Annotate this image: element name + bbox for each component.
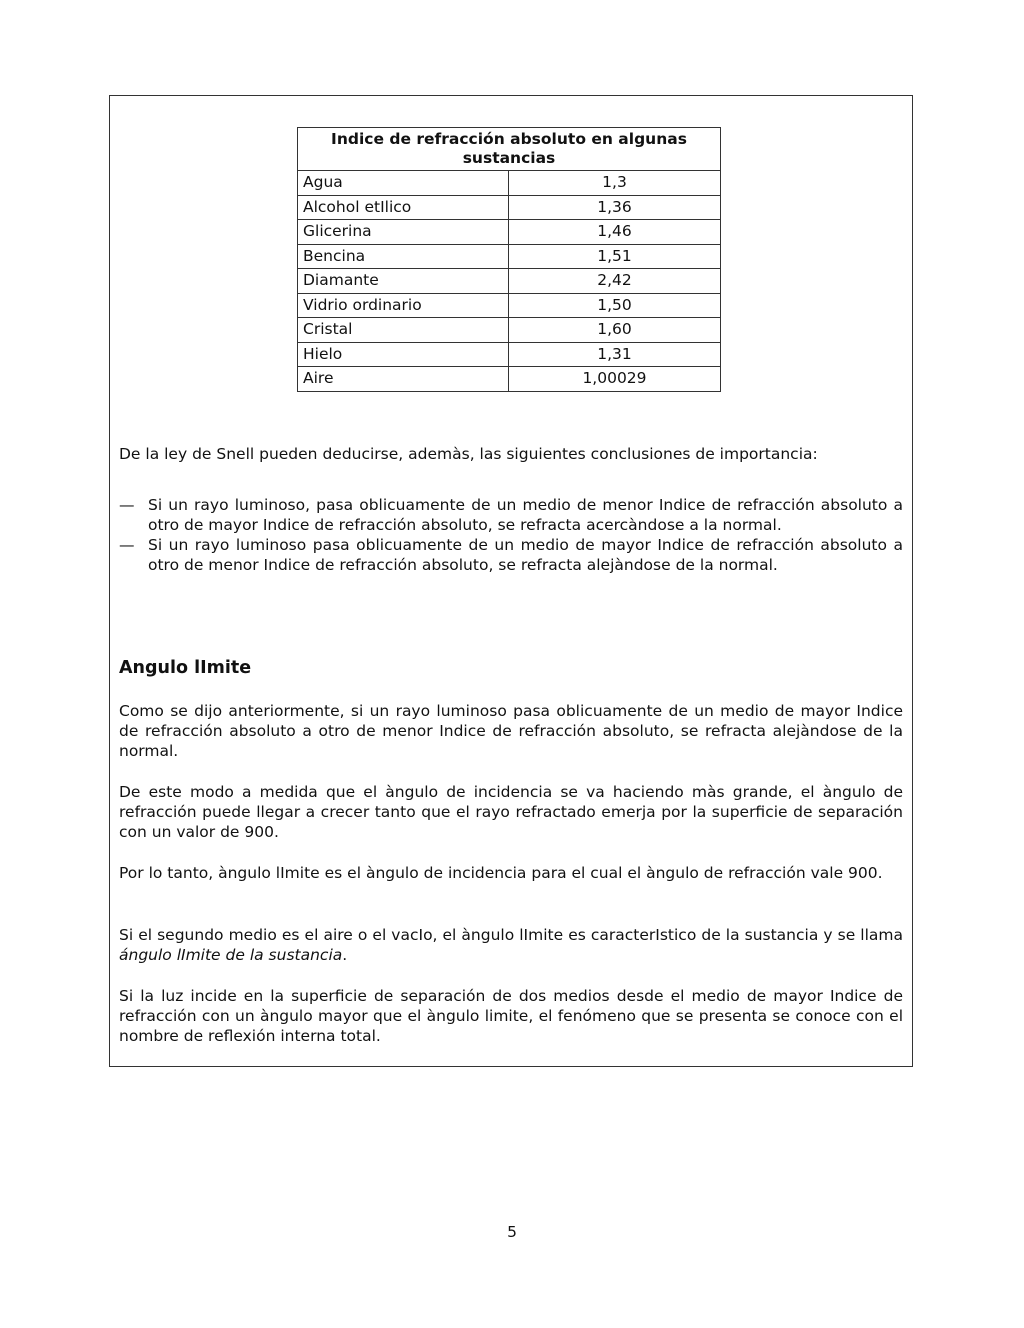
bullet-marker: —	[119, 496, 135, 514]
refraction-value: 1,3	[509, 171, 721, 196]
page-number: 5	[507, 1223, 517, 1241]
refraction-value: 1,51	[509, 244, 721, 269]
refraction-value: 1,00029	[509, 367, 721, 392]
table-row	[298, 293, 721, 318]
content-frame	[109, 95, 913, 1067]
substance-name: Alcohol etIlico	[298, 195, 509, 220]
italic-term: ángulo lImite de la sustancia	[119, 946, 343, 964]
substance-name: Aire	[298, 367, 509, 392]
table-row	[298, 269, 721, 294]
refraction-value: 2,42	[509, 269, 721, 294]
substance-name: Cristal	[298, 318, 509, 343]
substance-name: Bencina	[298, 244, 509, 269]
paragraph: Por lo tanto, àngulo lImite es el àngulo de incidencia para el cual el àngulo de refracción vale 900.	[119, 864, 883, 882]
table-row	[298, 220, 721, 245]
refraction-index-table	[297, 127, 721, 392]
paragraph: De este modo a medida que el àngulo de incidencia se va haciendo màs grande, el àngulo de refracción puede llegar a crecer tanto que el rayo refractado emerja por la superficie de separación con un valor de 900.	[119, 783, 903, 841]
substance-name: Agua	[298, 171, 509, 196]
substance-name: Diamante	[298, 269, 509, 294]
list-item	[119, 535, 903, 575]
substance-name: Glicerina	[298, 220, 509, 245]
paragraph-text: Si el segundo medio es el aire o el vacIo, el àngulo lImite es caracterIstico de la sustancia y se llama	[119, 926, 903, 944]
refraction-value: 1,60	[509, 318, 721, 343]
paragraph-text: .	[342, 946, 348, 964]
paragraph	[119, 925, 903, 965]
section-heading: Angulo lImite	[119, 658, 252, 678]
table-row	[298, 171, 721, 196]
table-row	[298, 244, 721, 269]
substance-name: Vidrio ordinario	[298, 293, 509, 318]
refraction-value: 1,31	[509, 342, 721, 367]
paragraph: Si la luz incide en la superficie de separación de dos medios desde el medio de mayor Indice de refracción con un àngulo mayor que el àngulo limite, el fenómeno que se presenta se conoce con el nombre de reflexión interna total.	[119, 987, 903, 1045]
table-row	[298, 318, 721, 343]
table-row	[298, 367, 721, 392]
paragraph: Como se dijo anteriormente, si un rayo luminoso pasa oblicuamente de un medio de mayor Indice de refracción absoluto a otro de menor Indice de refracción absoluto, se refracta alejàndose de la normal.	[119, 702, 903, 760]
list-item-text: Si un rayo luminoso pasa oblicuamente de un medio de mayor Indice de refracción absoluto a otro de menor Indice de refracción absoluto, se refracta alejàndose de la normal.	[148, 536, 903, 574]
table-header-row	[298, 128, 721, 171]
intro-paragraph: De la ley de Snell pueden deducirse, ademàs, las siguientes conclusiones de importancia:	[119, 445, 818, 463]
refraction-value: 1,36	[509, 195, 721, 220]
table-row	[298, 342, 721, 367]
table-row	[298, 195, 721, 220]
table-title: Indice de refracción absoluto en algunas sustancias	[298, 128, 721, 171]
refraction-value: 1,46	[509, 220, 721, 245]
substance-name: Hielo	[298, 342, 509, 367]
list-item-text: Si un rayo luminoso, pasa oblicuamente de un medio de menor Indice de refracción absoluto a otro de mayor Indice de refracción absoluto, se refracta acercàndose a la normal.	[148, 496, 903, 534]
list-item	[119, 495, 903, 535]
bullet-marker: —	[119, 536, 135, 554]
conclusions-list	[119, 495, 903, 575]
refraction-value: 1,50	[509, 293, 721, 318]
refraction-table-wrapper	[297, 127, 721, 392]
